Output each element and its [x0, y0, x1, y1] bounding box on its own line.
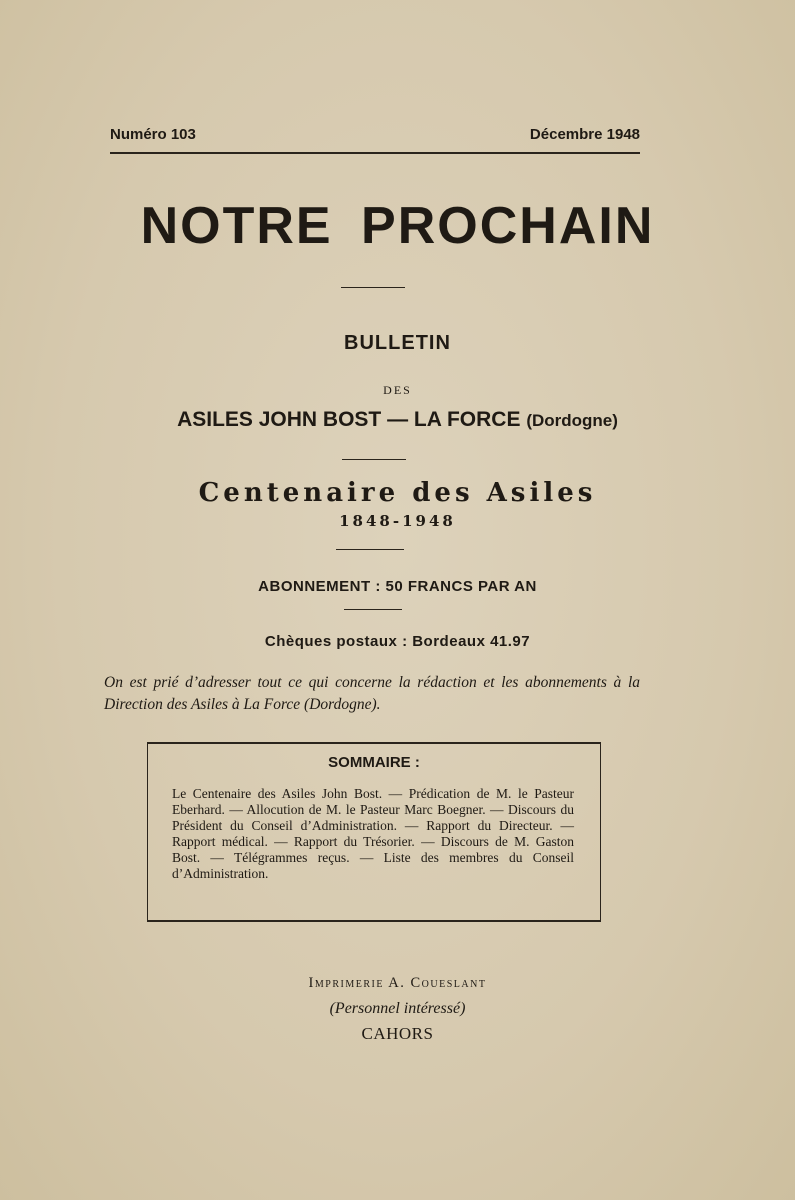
institution-label: ASILES JOHN BOST — LA FORCE	[177, 408, 521, 431]
sommaire-box	[147, 742, 601, 922]
divider-3	[336, 549, 404, 550]
issue-number: Numéro 103	[110, 126, 196, 143]
sommaire-title: SOMMAIRE :	[328, 754, 420, 771]
postal-cheques: Chèques postaux : Bordeaux 41.97	[264, 633, 531, 650]
institution-location: (Dordogne)	[526, 411, 618, 430]
printer-note: (Personnel intéressé)	[329, 1000, 466, 1017]
printer-name: Imprimerie A. Coueslant	[308, 975, 487, 991]
subscription-price: ABONNEMENT : 50 FRANCS PAR AN	[258, 578, 537, 595]
issue-header	[110, 126, 640, 143]
sommaire-text: Le Centenaire des Asiles John Bost. — Prédication de M. le Pasteur Eberhard. — Allocution de M. le Pasteur Marc Boegner. — Discours du Président du Conseil d’Administration. — Rapport du Directeur. — Rapport médical. — Rapport du Trésorier. — Discours de M. Gaston Bost. — Télégrammes reçus. — Liste des membres du Conseil d’Administration.	[172, 786, 574, 881]
issue-date: Décembre 1948	[529, 126, 640, 143]
divider-2	[342, 459, 406, 460]
bulletin-label: BULLETIN	[344, 332, 451, 354]
centenaire-title: Centenaire des Asiles	[198, 478, 597, 508]
address-note: On est prié d’adresser tout ce qui concerne la rédaction et les abonnements à la Direction des Asiles à La Force (Dordogne).	[104, 674, 640, 713]
publication-title: NOTRE PROCHAIN	[140, 197, 655, 255]
header-rule	[110, 152, 640, 154]
divider-4	[344, 609, 402, 610]
des-label: DES	[383, 383, 412, 397]
divider-1	[341, 287, 405, 288]
printer-city: CAHORS	[361, 1024, 434, 1043]
centenaire-years: 1848-1948	[339, 512, 456, 530]
institution-name	[0, 408, 795, 432]
